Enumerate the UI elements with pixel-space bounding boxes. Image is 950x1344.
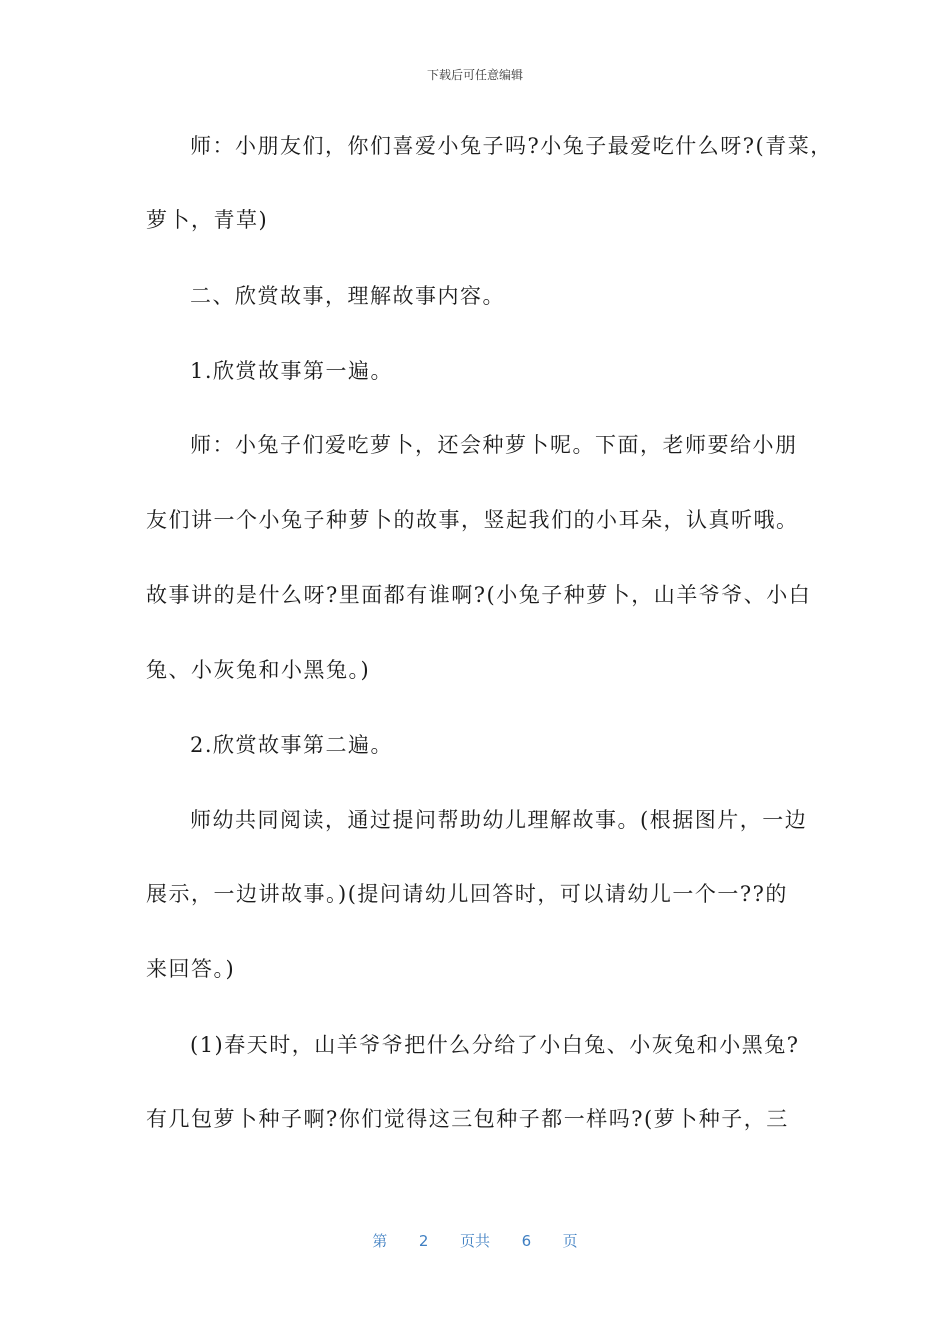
paragraph-line: 兔、小灰兔和小黑兔。) bbox=[146, 658, 371, 682]
paragraph-line: 有几包萝卜种子啊?你们觉得这三包种子都一样吗?(萝卜种子，三 bbox=[146, 1107, 789, 1131]
header-note: 下载后可任意编辑 bbox=[426, 68, 523, 82]
paragraph-line: 师：小朋友们，你们喜爱小兔子吗?小兔子最爱吃什么呀?(青菜， bbox=[190, 134, 833, 158]
page-label-suffix: 页 bbox=[562, 1232, 578, 1250]
page-footer bbox=[0, 1230, 950, 1251]
paragraph-line: 萝卜，青草) bbox=[146, 208, 269, 232]
paragraph-line: 来回答。) bbox=[146, 957, 236, 981]
paragraph-line: 师幼共同阅读，通过提问帮助幼儿理解故事。(根据图片，一边 bbox=[190, 808, 808, 832]
paragraph-line: 友们讲一个小兔子种萝卜的故事，竖起我们的小耳朵，认真听哦。 bbox=[146, 508, 799, 532]
paragraph-line: (1)春天时，山羊爷爷把什么分给了小白兔、小灰兔和小黑兔? bbox=[190, 1033, 800, 1057]
paragraph-line: 2.欣赏故事第二遍。 bbox=[190, 733, 394, 757]
page-label-mid: 页共 bbox=[459, 1232, 490, 1250]
page-label-prefix: 第 bbox=[372, 1232, 388, 1250]
paragraph-line: 师：小兔子们爱吃萝卜，还会种萝卜呢。下面，老师要给小朋 bbox=[190, 433, 798, 457]
paragraph-line: 二、欣赏故事，理解故事内容。 bbox=[190, 284, 505, 308]
total-pages-number: 6 bbox=[521, 1232, 532, 1250]
paragraph-line: 1.欣赏故事第一遍。 bbox=[190, 359, 394, 383]
current-page-number: 2 bbox=[418, 1232, 429, 1250]
paragraph-line: 展示，一边讲故事。)(提问请幼儿回答时，可以请幼儿一个一??的 bbox=[146, 882, 788, 906]
paragraph-line: 故事讲的是什么呀?里面都有谁啊?(小兔子种萝卜，山羊爷爷、小白 bbox=[146, 583, 812, 607]
